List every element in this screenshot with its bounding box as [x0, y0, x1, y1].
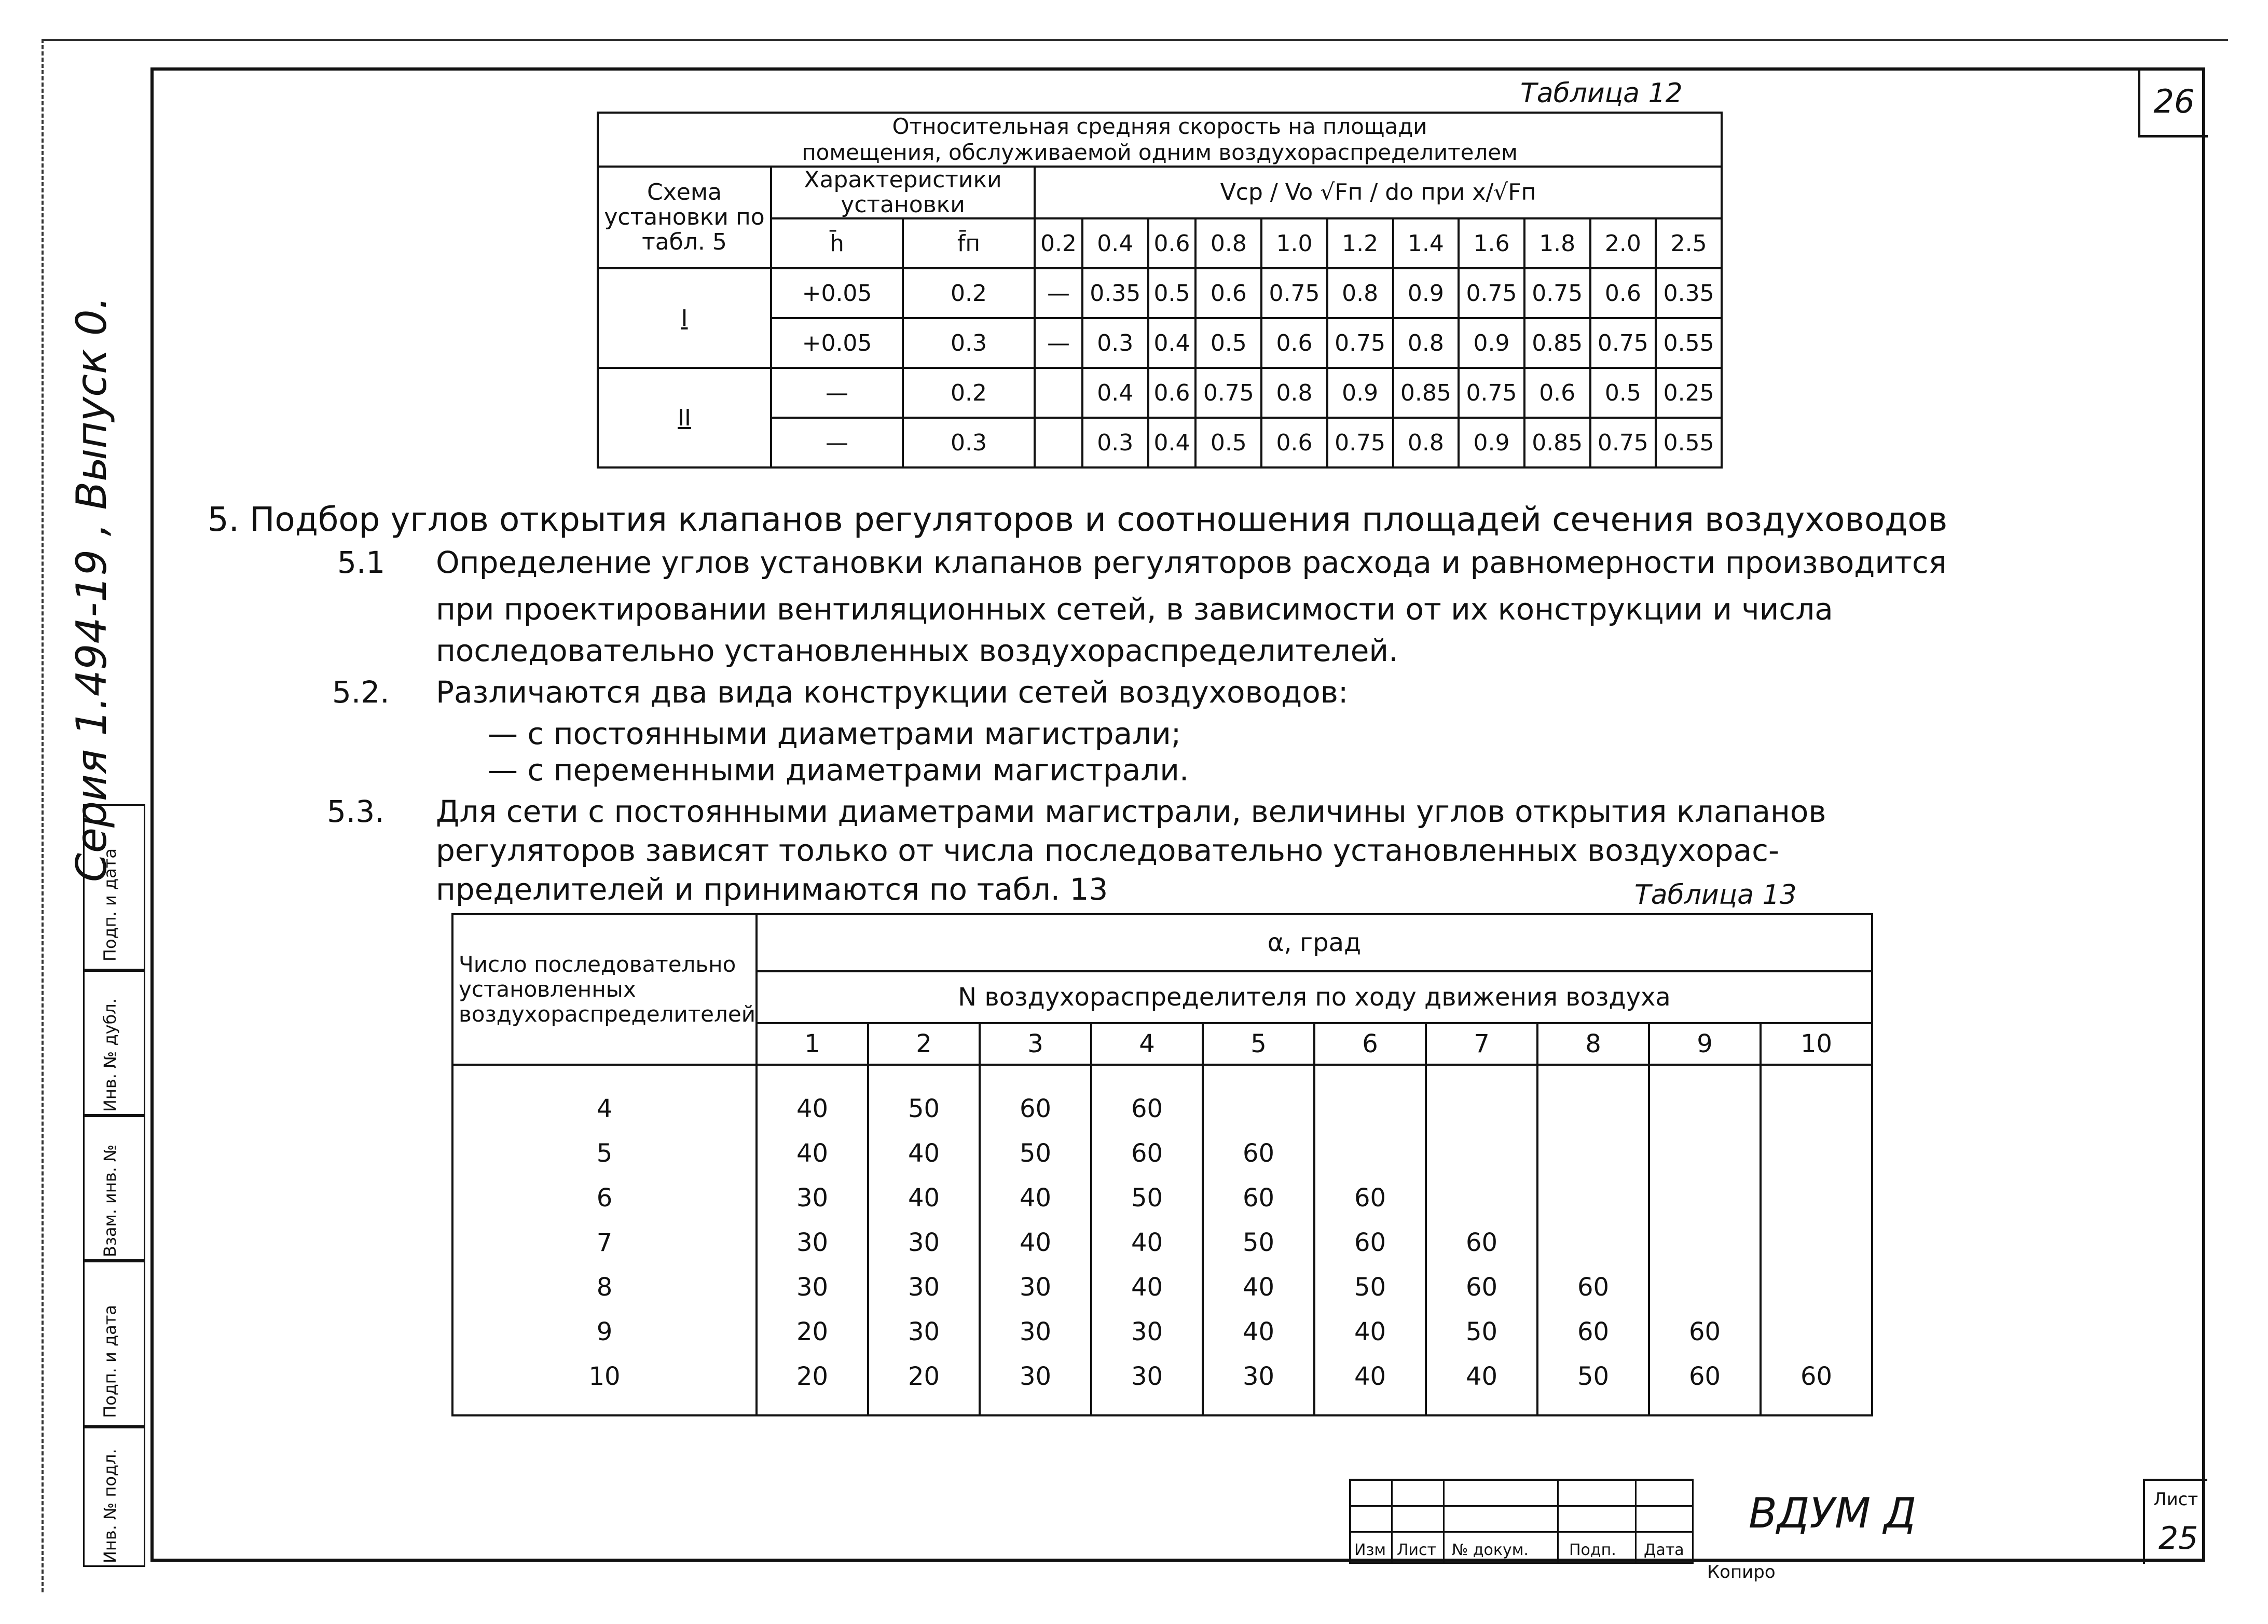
col-scheme-header: Схема установки по табл. 5: [598, 167, 771, 268]
value-cell: 0.6: [1261, 318, 1327, 368]
row-label: 10: [452, 1354, 757, 1415]
value-cell: 0.6: [1524, 368, 1590, 418]
binding-label: Инв. № подл.: [100, 1449, 120, 1563]
h-header: h̄: [771, 218, 903, 268]
f-cell: 0.2: [903, 368, 1035, 418]
binding-label: Инв. № дубл.: [100, 998, 120, 1112]
series-label: Серия 1.494-19 , Выпуск 0.: [67, 296, 116, 882]
value-cell: [1314, 1065, 1426, 1131]
col-header: 2: [868, 1023, 980, 1065]
f-cell: 0.3: [903, 318, 1035, 368]
stamp-label: № докум.: [1452, 1541, 1529, 1559]
paragraph-line: Определение углов установки клапанов регуляторов расхода и равномерности производится: [436, 545, 1947, 580]
table-row: [452, 1265, 1872, 1310]
value-cell: 30: [1091, 1310, 1203, 1354]
value-cell: 60: [1537, 1310, 1649, 1354]
value-cell: [1761, 1176, 1872, 1220]
value-cell: [1761, 1220, 1872, 1265]
table-row: [452, 1310, 1872, 1354]
value-cell: 60: [1761, 1354, 1872, 1415]
x-header: 1.8: [1524, 218, 1590, 268]
x-header: 1.4: [1393, 218, 1459, 268]
col-header: 9: [1649, 1023, 1761, 1065]
value-cell: 30: [868, 1220, 980, 1265]
value-cell: 0.75: [1327, 318, 1393, 368]
scheme-cell: II: [598, 368, 771, 467]
table-row: [452, 1220, 1872, 1265]
value-cell: 40: [1314, 1310, 1426, 1354]
binding-label: Подп. и дата: [100, 1305, 120, 1418]
f-header: f̄п: [903, 218, 1035, 268]
table-row: [452, 1131, 1872, 1176]
paragraph-number: 5.1: [337, 545, 386, 580]
value-cell: 0.9: [1459, 418, 1524, 467]
paragraph-number: 5.2.: [332, 675, 390, 710]
value-cell: [1649, 1176, 1761, 1220]
value-cell: 60: [1091, 1065, 1203, 1131]
stamp-cell: [1637, 1481, 1694, 1507]
table-row: [452, 1354, 1872, 1415]
value-cell: 0.6: [1148, 368, 1196, 418]
value-cell: 0.75: [1524, 268, 1590, 318]
stamp-cell: [1559, 1481, 1637, 1507]
value-cell: 60: [1091, 1131, 1203, 1176]
h-cell: —: [771, 368, 903, 418]
value-cell: 0.8: [1393, 418, 1459, 467]
value-cell: 60: [1203, 1176, 1314, 1220]
x-header: 2.0: [1590, 218, 1656, 268]
value-cell: 0.5: [1148, 268, 1196, 318]
value-cell: 0.75: [1195, 368, 1261, 418]
value-cell: 30: [980, 1354, 1091, 1415]
x-header: 0.4: [1082, 218, 1148, 268]
value-cell: 40: [1091, 1220, 1203, 1265]
value-cell: 60: [1314, 1220, 1426, 1265]
value-cell: 60: [1649, 1310, 1761, 1354]
value-cell: [1649, 1220, 1761, 1265]
value-cell: [1761, 1310, 1872, 1354]
binding-cell: [83, 1261, 145, 1427]
value-cell: 40: [980, 1176, 1091, 1220]
value-cell: 20: [757, 1354, 868, 1415]
stamp-cell: [1393, 1533, 1445, 1564]
value-cell: 40: [1314, 1354, 1426, 1415]
value-cell: [1761, 1265, 1872, 1310]
value-cell: 40: [1203, 1310, 1314, 1354]
stamp-cell: [1351, 1507, 1393, 1533]
stamp-cell: [1445, 1533, 1559, 1564]
value-cell: 50: [1091, 1176, 1203, 1220]
row-label: 9: [452, 1310, 757, 1354]
value-cell: 0.35: [1656, 268, 1722, 318]
value-cell: [1537, 1176, 1649, 1220]
value-cell: 50: [1537, 1354, 1649, 1415]
col-header: 1: [757, 1023, 868, 1065]
value-cell: 60: [1426, 1265, 1537, 1310]
row-label: 7: [452, 1220, 757, 1265]
value-cell: 40: [1091, 1265, 1203, 1310]
stamp-cell: [1559, 1533, 1637, 1564]
value-cell: 60: [1537, 1265, 1649, 1310]
value-cell: 0.9: [1327, 368, 1393, 418]
binding-label: Подп. и дата: [100, 848, 120, 961]
value-cell: 40: [757, 1065, 868, 1131]
stamp-label: Подп.: [1569, 1541, 1616, 1559]
stamp-cell: [1351, 1481, 1393, 1507]
binding-cell: [83, 1116, 145, 1261]
scheme-cell: I: [598, 268, 771, 368]
value-cell: 30: [1203, 1354, 1314, 1415]
binding-label: Взам. инв. №: [100, 1144, 120, 1257]
paragraph-number: 5.3.: [327, 794, 384, 829]
value-cell: 0.8: [1393, 318, 1459, 368]
stamp-cell: [1445, 1507, 1559, 1533]
x-header: 1.2: [1327, 218, 1393, 268]
stamp-cell: [1637, 1533, 1694, 1564]
value-cell: 30: [980, 1265, 1091, 1310]
value-cell: 40: [757, 1131, 868, 1176]
h-cell: —: [771, 418, 903, 467]
value-cell: 30: [868, 1310, 980, 1354]
h-cell: +0.05: [771, 318, 903, 368]
value-cell: 0.75: [1459, 268, 1524, 318]
table13-title: Таблица 13: [1634, 879, 1797, 911]
x-header: 0.2: [1035, 218, 1082, 268]
n-header: N воздухораспределителя по ходу движения воздуха: [757, 971, 1872, 1023]
value-cell: [1426, 1131, 1537, 1176]
col-header: 5: [1203, 1023, 1314, 1065]
stamp-cell: [1351, 1533, 1393, 1564]
value-cell: 40: [1203, 1265, 1314, 1310]
value-cell: [1426, 1176, 1537, 1220]
value-cell: 50: [1426, 1310, 1537, 1354]
value-cell: [1761, 1131, 1872, 1176]
value-cell: 50: [1203, 1220, 1314, 1265]
value-cell: 40: [1426, 1354, 1537, 1415]
col-chars-header: Характеристики установки: [771, 167, 1035, 218]
value-cell: 0.75: [1327, 418, 1393, 467]
row-label: 8: [452, 1265, 757, 1310]
value-cell: 0.85: [1524, 318, 1590, 368]
value-cell: 30: [757, 1176, 868, 1220]
value-cell: 40: [868, 1176, 980, 1220]
stamp-label: Изм: [1354, 1541, 1386, 1559]
caption-line: Относительная средняя скорость на площади: [892, 114, 1427, 139]
value-cell: 0.5: [1195, 418, 1261, 467]
value-cell: 20: [868, 1354, 980, 1415]
paragraph-line: при проектировании вентиляционных сетей, в зависимости от их конструкции и числа: [436, 591, 1833, 627]
value-cell: 0.55: [1656, 418, 1722, 467]
x-header: 1.6: [1459, 218, 1524, 268]
list-item: — с переменными диаметрами магистрали.: [488, 752, 1189, 788]
value-cell: [1426, 1065, 1537, 1131]
paragraph-line: Для сети с постоянными диаметрами магистрали, величины углов открытия клапанов: [436, 794, 1826, 829]
value-cell: 60: [1649, 1354, 1761, 1415]
binding-cell: [83, 1427, 145, 1567]
table13: [451, 913, 1873, 1416]
value-cell: 30: [1091, 1354, 1203, 1415]
value-cell: 60: [1314, 1176, 1426, 1220]
value-cell: [1537, 1065, 1649, 1131]
sheet-label: Лист: [2153, 1489, 2198, 1510]
table-row: [598, 368, 1722, 418]
stamp-label: Дата: [1644, 1541, 1684, 1559]
stamp-cell: [1393, 1507, 1445, 1533]
value-cell: 0.6: [1195, 268, 1261, 318]
value-cell: 0.6: [1261, 418, 1327, 467]
paragraph-line: последовательно установленных воздухораспределителей.: [436, 633, 1398, 668]
table12-caption: [598, 113, 1722, 167]
value-cell: 40: [868, 1131, 980, 1176]
table-row: [452, 1176, 1872, 1220]
value-cell: 50: [980, 1131, 1091, 1176]
list-item: — с постоянными диаметрами магистрали;: [488, 716, 1181, 751]
value-cell: [1761, 1065, 1872, 1131]
value-cell: 0.75: [1459, 368, 1524, 418]
table12: [597, 112, 1723, 469]
col-header: 7: [1426, 1023, 1537, 1065]
value-cell: [1035, 418, 1082, 467]
value-cell: 0.9: [1459, 318, 1524, 368]
stamp-cell: [1393, 1481, 1445, 1507]
title-block: [1349, 1479, 1694, 1564]
value-cell: 0.4: [1148, 318, 1196, 368]
value-cell: [1314, 1131, 1426, 1176]
value-cell: 0.5: [1195, 318, 1261, 368]
x-header: 2.5: [1656, 218, 1722, 268]
stamp-cell: [1559, 1507, 1637, 1533]
value-cell: 0.3: [1082, 418, 1148, 467]
value-cell: 0.85: [1524, 418, 1590, 467]
value-cell: —: [1035, 318, 1082, 368]
value-cell: 30: [757, 1265, 868, 1310]
stamp-cell: [1637, 1507, 1694, 1533]
value-cell: [1537, 1220, 1649, 1265]
col-header: 4: [1091, 1023, 1203, 1065]
value-cell: 0.75: [1261, 268, 1327, 318]
paragraph-line: пределителей и принимаются по табл. 13: [436, 872, 1108, 907]
table-row: [598, 268, 1722, 318]
value-cell: 0.85: [1393, 368, 1459, 418]
col-header: 3: [980, 1023, 1091, 1065]
value-cell: 30: [980, 1310, 1091, 1354]
value-cell: 0.75: [1590, 418, 1656, 467]
value-cell: [1649, 1131, 1761, 1176]
value-cell: 0.3: [1082, 318, 1148, 368]
value-cell: 0.55: [1656, 318, 1722, 368]
value-cell: 0.4: [1148, 418, 1196, 467]
h-cell: +0.05: [771, 268, 903, 318]
binding-strip: [83, 804, 145, 1567]
table12-title: Таблица 12: [1520, 78, 1683, 109]
paragraph-line: Различаются два вида конструкции сетей воздуховодов:: [436, 675, 1349, 710]
stamp-label: Лист: [1397, 1541, 1437, 1559]
alpha-header: α, град: [757, 914, 1872, 971]
caption-line: помещения, обслуживаемой одним воздухораспределителем: [802, 140, 1518, 165]
value-cell: 0.4: [1082, 368, 1148, 418]
col-header: 10: [1761, 1023, 1872, 1065]
value-cell: [1035, 368, 1082, 418]
value-cell: 0.35: [1082, 268, 1148, 318]
format-label: Копиро: [1707, 1562, 1776, 1582]
value-cell: —: [1035, 268, 1082, 318]
value-cell: 0.6: [1590, 268, 1656, 318]
table-row: [452, 1065, 1872, 1131]
x-header: 0.8: [1195, 218, 1261, 268]
document-code: ВДУМ Д: [1749, 1489, 1917, 1537]
value-cell: [1649, 1065, 1761, 1131]
binding-cell: [83, 804, 145, 970]
sheet-number: 26: [2138, 67, 2208, 137]
value-cell: 0.75: [1590, 318, 1656, 368]
f-cell: 0.2: [903, 268, 1035, 318]
value-cell: 30: [868, 1265, 980, 1310]
value-cell: 40: [980, 1220, 1091, 1265]
value-cell: 30: [757, 1220, 868, 1265]
f-cell: 0.3: [903, 418, 1035, 467]
corner-header: Число последовательно установленных воздухораспределителей: [452, 914, 757, 1065]
value-cell: 50: [868, 1065, 980, 1131]
binding-cell: [83, 970, 145, 1116]
paragraph-line: регуляторов зависят только от числа последовательно установленных воздухорас-: [436, 833, 1779, 868]
value-cell: 60: [1426, 1220, 1537, 1265]
value-cell: 0.9: [1393, 268, 1459, 318]
sheet-value: 25: [2159, 1520, 2198, 1557]
col-ratio-header: Vср / Vo √Fп / do при x/√Fп: [1035, 167, 1722, 218]
value-cell: 20: [757, 1310, 868, 1354]
row-label: 4: [452, 1065, 757, 1131]
value-cell: [1203, 1065, 1314, 1131]
stamp-cell: [1445, 1481, 1559, 1507]
row-label: 5: [452, 1131, 757, 1176]
x-header: 0.6: [1148, 218, 1196, 268]
value-cell: 0.8: [1261, 368, 1327, 418]
value-cell: 60: [980, 1065, 1091, 1131]
value-cell: 50: [1314, 1265, 1426, 1310]
col-header: 6: [1314, 1023, 1426, 1065]
value-cell: [1537, 1131, 1649, 1176]
section-heading: 5. Подбор углов открытия клапанов регуляторов и соотношения площадей сечения воздуховодов: [208, 501, 1948, 539]
value-cell: 0.5: [1590, 368, 1656, 418]
x-header: 1.0: [1261, 218, 1327, 268]
value-cell: 0.25: [1656, 368, 1722, 418]
value-cell: 0.8: [1327, 268, 1393, 318]
value-cell: 60: [1203, 1131, 1314, 1176]
value-cell: [1649, 1265, 1761, 1310]
col-header: 8: [1537, 1023, 1649, 1065]
row-label: 6: [452, 1176, 757, 1220]
